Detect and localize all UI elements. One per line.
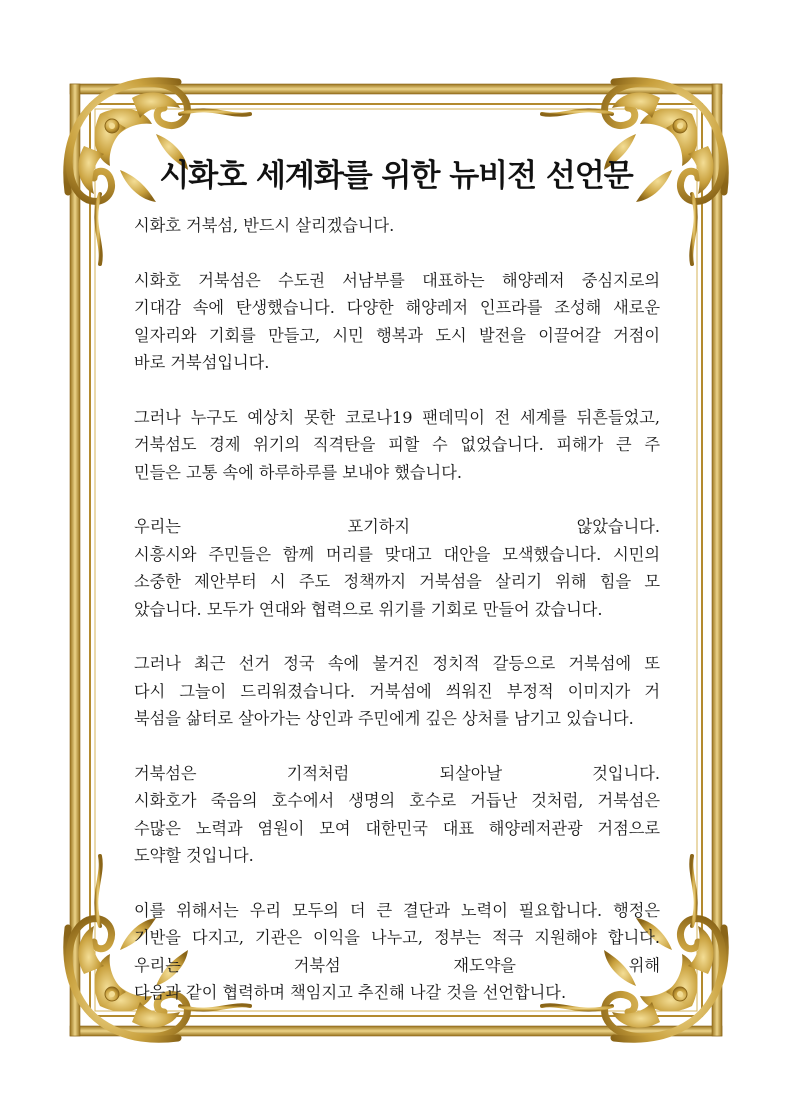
text-line: 거북섬은 기적처럼 되살아날 것입니다. xyxy=(134,764,660,784)
text-line: 거북섬도 경제 위기의 직격탄을 피할 수 없었습니다. 피해가 큰 주 xyxy=(134,435,660,455)
text-line: 소중한 제안부터 시 주도 정책까지 거북섬을 살리기 위해 힘을 모 xyxy=(134,572,660,592)
paragraph xyxy=(134,404,660,486)
text-line: 민들은 고통 속에 하루하루를 보내야 했습니다. xyxy=(134,462,462,482)
text-line: 우리는 포기하지 않았습니다. xyxy=(134,517,660,537)
text-line: 그러나 최근 선거 정국 속에 불거진 정치적 갈등으로 거북섬에 또 xyxy=(134,654,660,674)
text-line: 북섬을 삶터로 살아가는 상인과 주민에게 깊은 상처를 남기고 있습니다. xyxy=(134,709,634,729)
text-line: 기대감 속에 탄생했습니다. 다양한 해양레저 인프라를 조성해 새로운 xyxy=(134,298,660,318)
text-line: 시화호 거북섬, 반드시 살리겠습니다. xyxy=(134,216,395,235)
text-line: 다시 그늘이 드리워졌습니다. 거북섬에 씌워진 부정적 이미지가 거 xyxy=(134,681,660,701)
paragraph xyxy=(134,212,660,239)
text-line: 수많은 노력과 염원이 모여 대한민국 대표 해양레저관광 거점으로 xyxy=(134,818,660,838)
paragraph xyxy=(134,650,660,732)
text-line: 도약할 것입니다. xyxy=(134,846,254,866)
text-line: 이를 위해서는 우리 모두의 더 큰 결단과 노력이 필요합니다. 행정은 xyxy=(134,901,660,921)
paragraph xyxy=(134,513,660,623)
text-line: 그러나 누구도 예상치 못한 코로나19 팬데믹이 전 세계를 뒤흔들었고, xyxy=(134,407,660,427)
text-line: 시화호가 죽음의 호수에서 생명의 호수로 거듭난 것처럼, 거북섬은 xyxy=(134,791,660,811)
declaration-body xyxy=(134,212,660,1034)
page-title: 시화호 세계화를 위한 뉴비전 선언문 xyxy=(159,158,633,194)
text-line: 기반을 다지고, 기관은 이익을 나누고, 정부는 적극 지원해야 합니다. xyxy=(134,928,660,948)
text-line: 우리는 거북섬 재도약을 위해 xyxy=(134,955,660,975)
text-line: 바로 거북섬입니다. xyxy=(134,353,270,373)
paragraph xyxy=(134,760,660,870)
paragraph xyxy=(134,897,660,1007)
text-line: 시화호 거북섬은 수도권 서남부를 대표하는 해양레저 중심지로의 xyxy=(134,270,660,290)
text-line: 다음과 같이 협력하며 책임지고 추진해 나갈 것을 선언합니다. xyxy=(134,983,567,1003)
text-line: 시흥시와 주민들은 함께 머리를 맞대고 대안을 모색했습니다. 시민의 xyxy=(134,544,660,564)
text-line: 일자리와 기회를 만들고, 시민 행복과 도시 발전을 이끌어갈 거점이 xyxy=(134,325,660,345)
paragraph xyxy=(134,267,660,377)
text-line: 았습니다. 모두가 연대와 협력으로 위기를 기회로 만들어 갔습니다. xyxy=(134,599,603,619)
